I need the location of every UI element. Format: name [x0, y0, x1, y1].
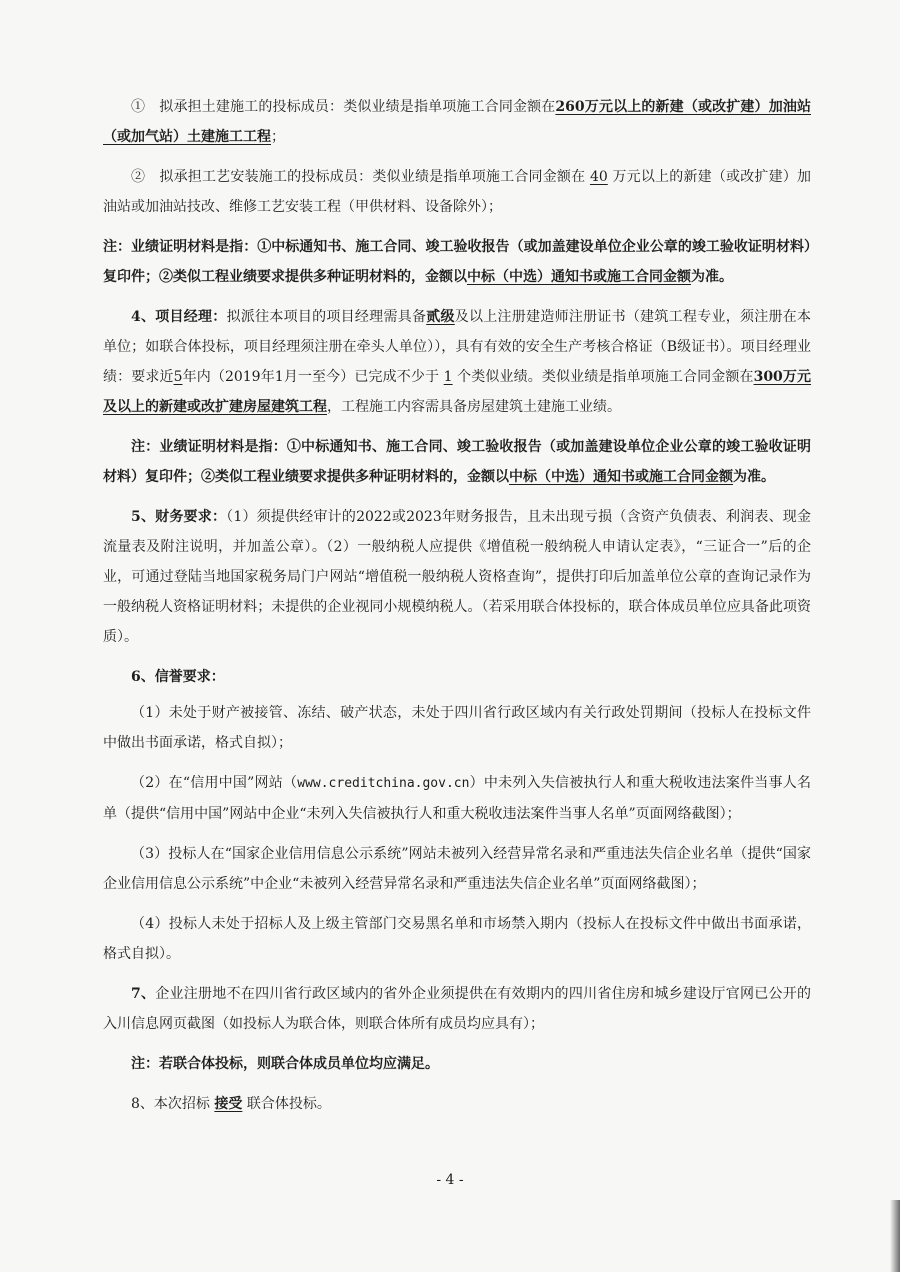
section-title: 4、项目经理：	[131, 309, 227, 325]
section-financial: 5、财务要求：（1）须提供经审计的2022或2023年财务报告，且未出现亏损（含资产负债表、利润表、现金流量表及附注说明，并加盖公章）。（2）一般纳税人应提供《增值税一般纳税人申请认定表》，“三证合一”后的企业，可通过登陆当地国家税务局门户网站“增值税一般纳税人资格查询”，提供打印后加盖单位公章的查询记录作为一般纳税人资格证明材料；未提供的企业视同小规模纳税人。（若采用联合体投标的，联合体成员单位应具备此项资质）。	[103, 509, 811, 645]
note-performance-proof-1: 注：业绩证明材料是指：①中标通知书、施工合同、竣工验收报告（或加盖建设单位企业公章的竣工验收证明材料）复印件；②类似工程业绩要求提供多种证明材料的，金额以中标（中选）通知书或施工合同金额为准。	[103, 239, 811, 285]
section-joint-bidding: 8、本次招标 接受 联合体投标。	[131, 1096, 331, 1112]
credit-item-1: （1）未处于财产被接管、冻结、破产状态，未处于四川省行政区域内有关行政处罚期间（投标人在投标文件中做出书面承诺，格式自拟）；	[103, 705, 811, 751]
paragraph-civil-works: ① 拟承担土建施工的投标成员：类似业绩是指单项施工合同金额在260万元以上的新建（或改扩建）加油站（或加气站）土建施工工程；	[103, 99, 811, 145]
creditchina-url: www.creditchina.gov.cn	[297, 776, 470, 791]
section-credit-title: 6、信誉要求：	[131, 669, 225, 685]
page-number: - 4 -	[436, 1172, 464, 1188]
document-body	[103, 92, 811, 1129]
credit-item-4: （4）投标人未处于招标人及上级主管部门交易黑名单和市场禁入期内（投标人在投标文件中做出书面承诺，格式自拟）。	[103, 916, 811, 962]
paragraph-installation-works: ② 拟承担工艺安装施工的投标成员：类似业绩是指单项施工合同金额在 40 万元以上的新建（或改扩建）加油站或加油站技改、维修工艺安装工程（甲供材料、设备除外）；	[103, 169, 812, 215]
scan-edge-shadow	[890, 1200, 900, 1272]
credit-item-3: （3）投标人在“国家企业信用信息公示系统”网站未被列入经营异常名录和严重违法失信企业名单（提供“国家企业信用信息公示系统”中企业“未被列入经营异常名录和严重违法失信企业名单”页面网络截图）；	[103, 846, 811, 892]
credit-item-2: （2）在“信用中国”网站（www.creditchina.gov.cn）中未列入失信被执行人和重大税收违法案件当事人名单（提供“信用中国”网站中企业“未列入失信被执行人和重大税收违法案件当事人名单”页面网络截图）；	[103, 775, 812, 822]
section-out-of-province: 7、企业注册地不在四川省行政区域内的省外企业须提供在有效期内的四川省住房和城乡建设厅官网已公开的入川信息网页截图（如投标人为联合体，则联合体所有成员均应具有）；	[103, 986, 811, 1032]
note-joint-venture: 注：若联合体投标，则联合体成员单位均应满足。	[131, 1056, 439, 1072]
note-performance-proof-2: 注：业绩证明材料是指：①中标通知书、施工合同、竣工验收报告（或加盖建设单位企业公章的竣工验收证明材料）复印件；②类似工程业绩要求提供多种证明材料的，金额以中标（中选）通知书或施工合同金额为准。	[103, 439, 811, 485]
section-title: 7、	[131, 986, 156, 1002]
section-title: 5、财务要求：	[131, 509, 227, 525]
section-project-manager: 4、项目经理：拟派往本项目的项目经理需具备贰级及以上注册建造师注册证书（建筑工程专业，须注册在本单位；如联合体投标，项目经理须注册在牵头人单位）），具有有效的安全生产考核合格证（B级证书）。项目经理业绩：要求近5年内（2019年1月一至今）已完成不少于 1 个类似业绩。类似业绩是指单项施工合同金额在300万元及以上的新建或改扩建房屋建筑工程，工程施工内容需具备房屋建筑土建施工业绩。	[103, 309, 812, 415]
